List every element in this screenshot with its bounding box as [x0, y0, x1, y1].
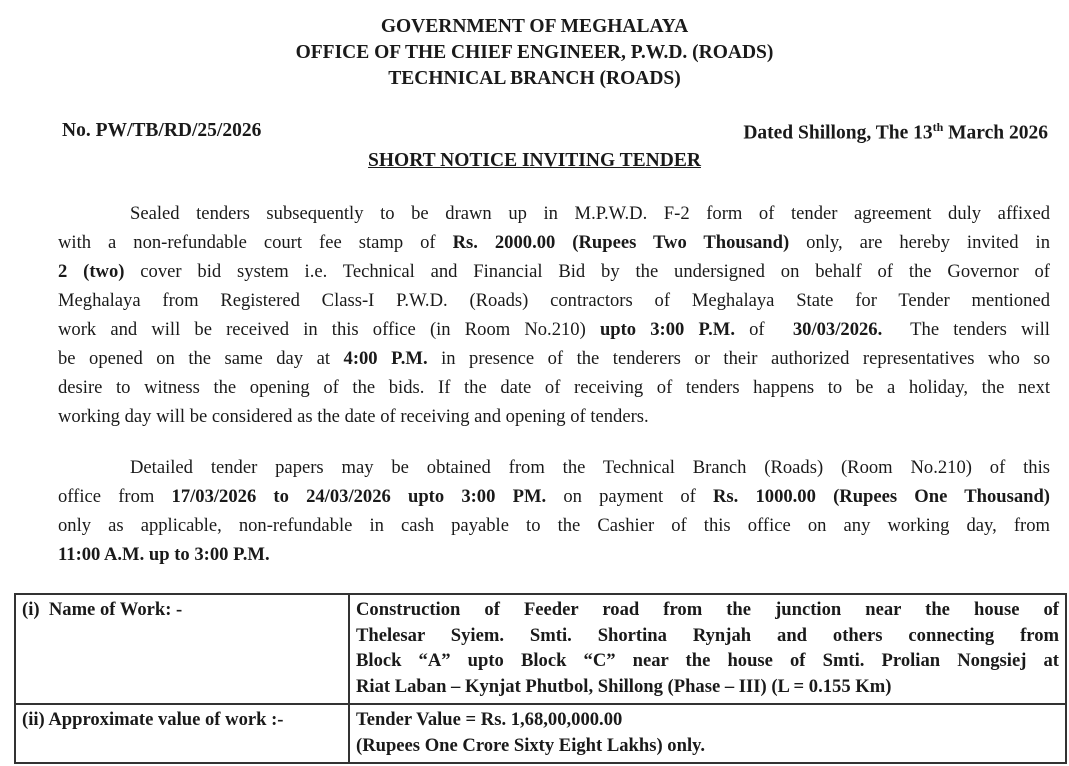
bold-text: 2 (two)	[58, 261, 125, 282]
value-line: Riat Laban – Kynjat Phutbol, Shillong (Phase – III) (L = 0.155 Km)	[356, 675, 892, 697]
text: on payment of	[546, 486, 713, 507]
text: only, are hereby invited in	[789, 232, 1050, 253]
document-date	[743, 120, 1048, 145]
date-sup: th	[932, 120, 944, 134]
text-line	[58, 315, 1050, 344]
text-line	[58, 540, 1050, 569]
bold-text: 17/03/2026 to 24/03/2026 upto 3:00 PM.	[171, 486, 547, 507]
text-line	[58, 453, 1050, 482]
text: Detailed tender papers may be obtained from the Technical Branch (Roads) (Room No.210) of this	[130, 457, 1050, 478]
text-line	[58, 344, 1050, 373]
text-line	[58, 511, 1050, 540]
text: Meghalaya from Registered Class-I P.W.D. (Roads) contractors of Meghalaya State for Tender mentioned	[58, 290, 1050, 311]
text-line	[58, 482, 1050, 511]
bold-text: 4:00 P.M.	[343, 348, 428, 369]
text: of	[734, 319, 793, 340]
text-line	[58, 286, 1050, 315]
header-government: GOVERNMENT OF MEGHALAYA	[380, 16, 689, 37]
header-office: OFFICE OF THE CHIEF ENGINEER, P.W.D. (ROADS)	[295, 42, 774, 63]
text: cover bid system i.e. Technical and Financial Bid by the undersigned on behalf of the Governor of	[124, 261, 1050, 282]
text: desire to witness the opening of the bids. If the date of receiving of tenders happens to be a holiday, the next	[58, 377, 1050, 398]
date-prefix: Dated Shillong, The 13	[743, 122, 933, 144]
text-line	[58, 228, 1050, 257]
bold-text: 11:00 A.M. up to 3:00 P.M.	[58, 544, 270, 565]
row-label: (ii) Approximate value of work :-	[15, 704, 349, 763]
notice-title	[0, 150, 1069, 172]
value-line: Thelesar Syiem. Smti. Shortina Rynjah and others connecting from	[356, 624, 1059, 646]
header-branch: TECHNICAL BRANCH (ROADS)	[388, 68, 681, 89]
value-line: Construction of Feeder road from the junction near the house of	[356, 599, 1059, 620]
row-label: (i) Name of Work: -	[15, 594, 349, 704]
bold-text: Rs. 2000.00 (Rupees Two Thousand)	[452, 232, 790, 253]
row-value	[349, 594, 1066, 704]
text-line	[58, 402, 1050, 431]
bold-text: Rs. 1000.00 (Rupees One Thousand)	[712, 486, 1050, 507]
value-line: Tender Value = Rs. 1,68,00,000.00	[356, 709, 623, 730]
text-line	[58, 199, 1050, 228]
row-value	[349, 704, 1066, 763]
paragraph-tender-invitation	[58, 199, 1050, 431]
paragraph-tender-papers	[58, 453, 1050, 569]
text: The tenders will	[882, 319, 1050, 340]
notice-title-text: SHORT NOTICE INVITING TENDER	[368, 150, 701, 171]
text: work and will be received in this office (in Room No.210)	[58, 319, 600, 340]
text: only as applicable, non-refundable in cash payable to the Cashier of this office on any working day, from	[58, 515, 1050, 536]
value-line: (Rupees One Crore Sixty Eight Lakhs) only.	[356, 734, 706, 756]
text-line	[58, 257, 1050, 286]
table-row	[15, 594, 1066, 704]
text: working day will be considered as the date of receiving and opening of tenders.	[58, 406, 649, 427]
value-line: Block “A” upto Block “C” near the house of Smti. Prolian Nongsiej at	[356, 650, 1059, 671]
work-details-table	[14, 593, 1067, 764]
date-suffix: March 2026	[943, 122, 1048, 144]
text: in presence of the tenderers or their authorized representatives who so	[427, 348, 1050, 369]
text: be opened on the same day at	[58, 348, 344, 369]
text: Sealed tenders subsequently to be drawn up in M.P.W.D. F-2 form of tender agreement duly affixed	[130, 203, 1050, 224]
reference-number: No. PW/TB/RD/25/2026	[62, 120, 262, 141]
text-line	[58, 373, 1050, 402]
table-row	[15, 704, 1066, 763]
text: with a non-refundable court fee stamp of	[58, 232, 453, 253]
text: office from	[58, 486, 172, 507]
bold-text: 30/03/2026.	[792, 319, 883, 340]
bold-text: upto 3:00 P.M.	[599, 319, 735, 340]
